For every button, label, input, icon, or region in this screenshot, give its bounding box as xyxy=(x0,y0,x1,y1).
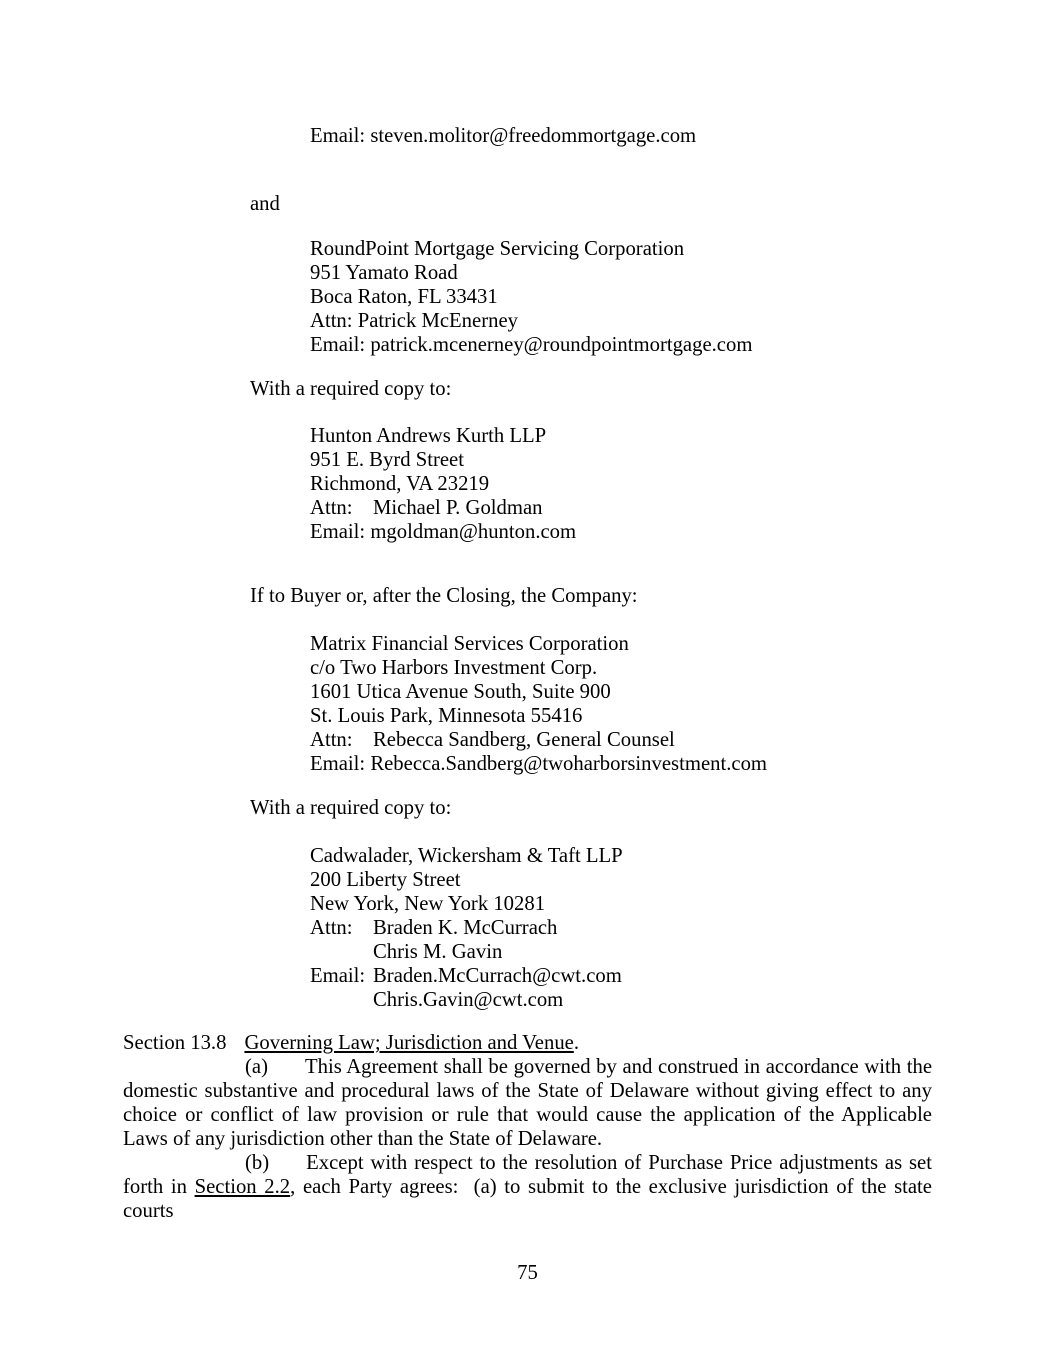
city-line: Richmond, VA 23219 xyxy=(310,473,490,495)
company-name-line: Hunton Andrews Kurth LLP xyxy=(310,425,547,447)
paragraph-b xyxy=(123,1151,932,1223)
attn-value: Michael P. Goldman xyxy=(373,497,543,519)
company-name-line: RoundPoint Mortgage Servicing Corporation xyxy=(310,238,685,260)
cadwalader-address-block xyxy=(310,844,932,1012)
city-line: St. Louis Park, Minnesota 55416 xyxy=(310,705,583,727)
attn-value-continued: Chris M. Gavin xyxy=(373,941,503,963)
paragraph-a xyxy=(123,1055,932,1151)
city-line: Boca Raton, FL 33431 xyxy=(310,286,498,308)
attn-line xyxy=(310,916,932,940)
hunton-address-block xyxy=(310,424,932,544)
street-line: 200 Liberty Street xyxy=(310,869,461,891)
email-line: Email: patrick.mcenerney@roundpointmortgage.com xyxy=(310,334,753,356)
attn-line xyxy=(310,728,932,752)
email-line: Email: mgoldman@hunton.com xyxy=(310,521,577,543)
company-name-line: Cadwalader, Wickersham & Taft LLP xyxy=(310,845,623,867)
paragraph-a-label: (a) xyxy=(245,1056,268,1078)
street-line: 1601 Utica Avenue South, Suite 900 xyxy=(310,681,611,703)
street-line: 951 E. Byrd Street xyxy=(310,449,464,471)
attn-label: Attn: xyxy=(310,917,353,939)
and-connector: and xyxy=(250,193,280,215)
paragraph-b-label: (b) xyxy=(245,1152,270,1174)
paragraph-a-text: This Agreement shall be governed by and construed in accordance with the domestic substantive and procedural laws of the State of Delaware without giving effect to any choice or conflict of law provision or rule that would cause the application of the Applicable Laws of any jurisdiction other than the State of Delaware. xyxy=(123,1056,932,1150)
matrix-address-block xyxy=(310,632,932,776)
section-title-period: . xyxy=(573,1032,580,1054)
required-copy-label: With a required copy to: xyxy=(250,378,452,400)
paragraph-b-text-after: , each Party agrees: (a) to submit to the exclusive jurisdiction of the state courts xyxy=(123,1176,932,1222)
attn-line: Attn: Patrick McEnerney xyxy=(310,310,518,332)
email-line xyxy=(310,964,932,988)
street-line: 951 Yamato Road xyxy=(310,262,458,284)
city-line: New York, New York 10281 xyxy=(310,893,546,915)
section-2-2-reference: Section 2.2 xyxy=(194,1176,291,1198)
attn-label: Attn: xyxy=(310,497,353,519)
attn-line xyxy=(310,496,932,520)
attn-value: Rebecca Sandberg, General Counsel xyxy=(373,729,675,751)
paragraph-b-text-before: Except with respect to the resolution of Purchase Price adjustments as set forth in xyxy=(123,1152,932,1198)
section-number: Section 13.8 xyxy=(123,1032,227,1054)
email-line: Email: Rebecca.Sandberg@twoharborsinvestment.com xyxy=(310,753,768,775)
attn-value: Braden K. McCurrach xyxy=(373,917,558,939)
roundpoint-address-block xyxy=(310,237,932,357)
email-label: Email: xyxy=(310,965,366,987)
page-number: 75 xyxy=(517,1262,538,1284)
seller-email-line: Email: steven.molitor@freedommortgage.com xyxy=(310,125,697,147)
company-name-line: Matrix Financial Services Corporation xyxy=(310,633,629,655)
section-heading xyxy=(123,1031,932,1055)
required-copy-label: With a required copy to: xyxy=(250,797,452,819)
section-title: Governing Law; Jurisdiction and Venue xyxy=(244,1032,574,1054)
email-value-continued: Chris.Gavin@cwt.com xyxy=(373,989,564,1011)
care-of-line: c/o Two Harbors Investment Corp. xyxy=(310,657,598,679)
attn-label: Attn: xyxy=(310,729,353,751)
buyer-notice-intro: If to Buyer or, after the Closing, the Company: xyxy=(250,585,638,607)
email-value: Braden.McCurrach@cwt.com xyxy=(373,965,622,987)
